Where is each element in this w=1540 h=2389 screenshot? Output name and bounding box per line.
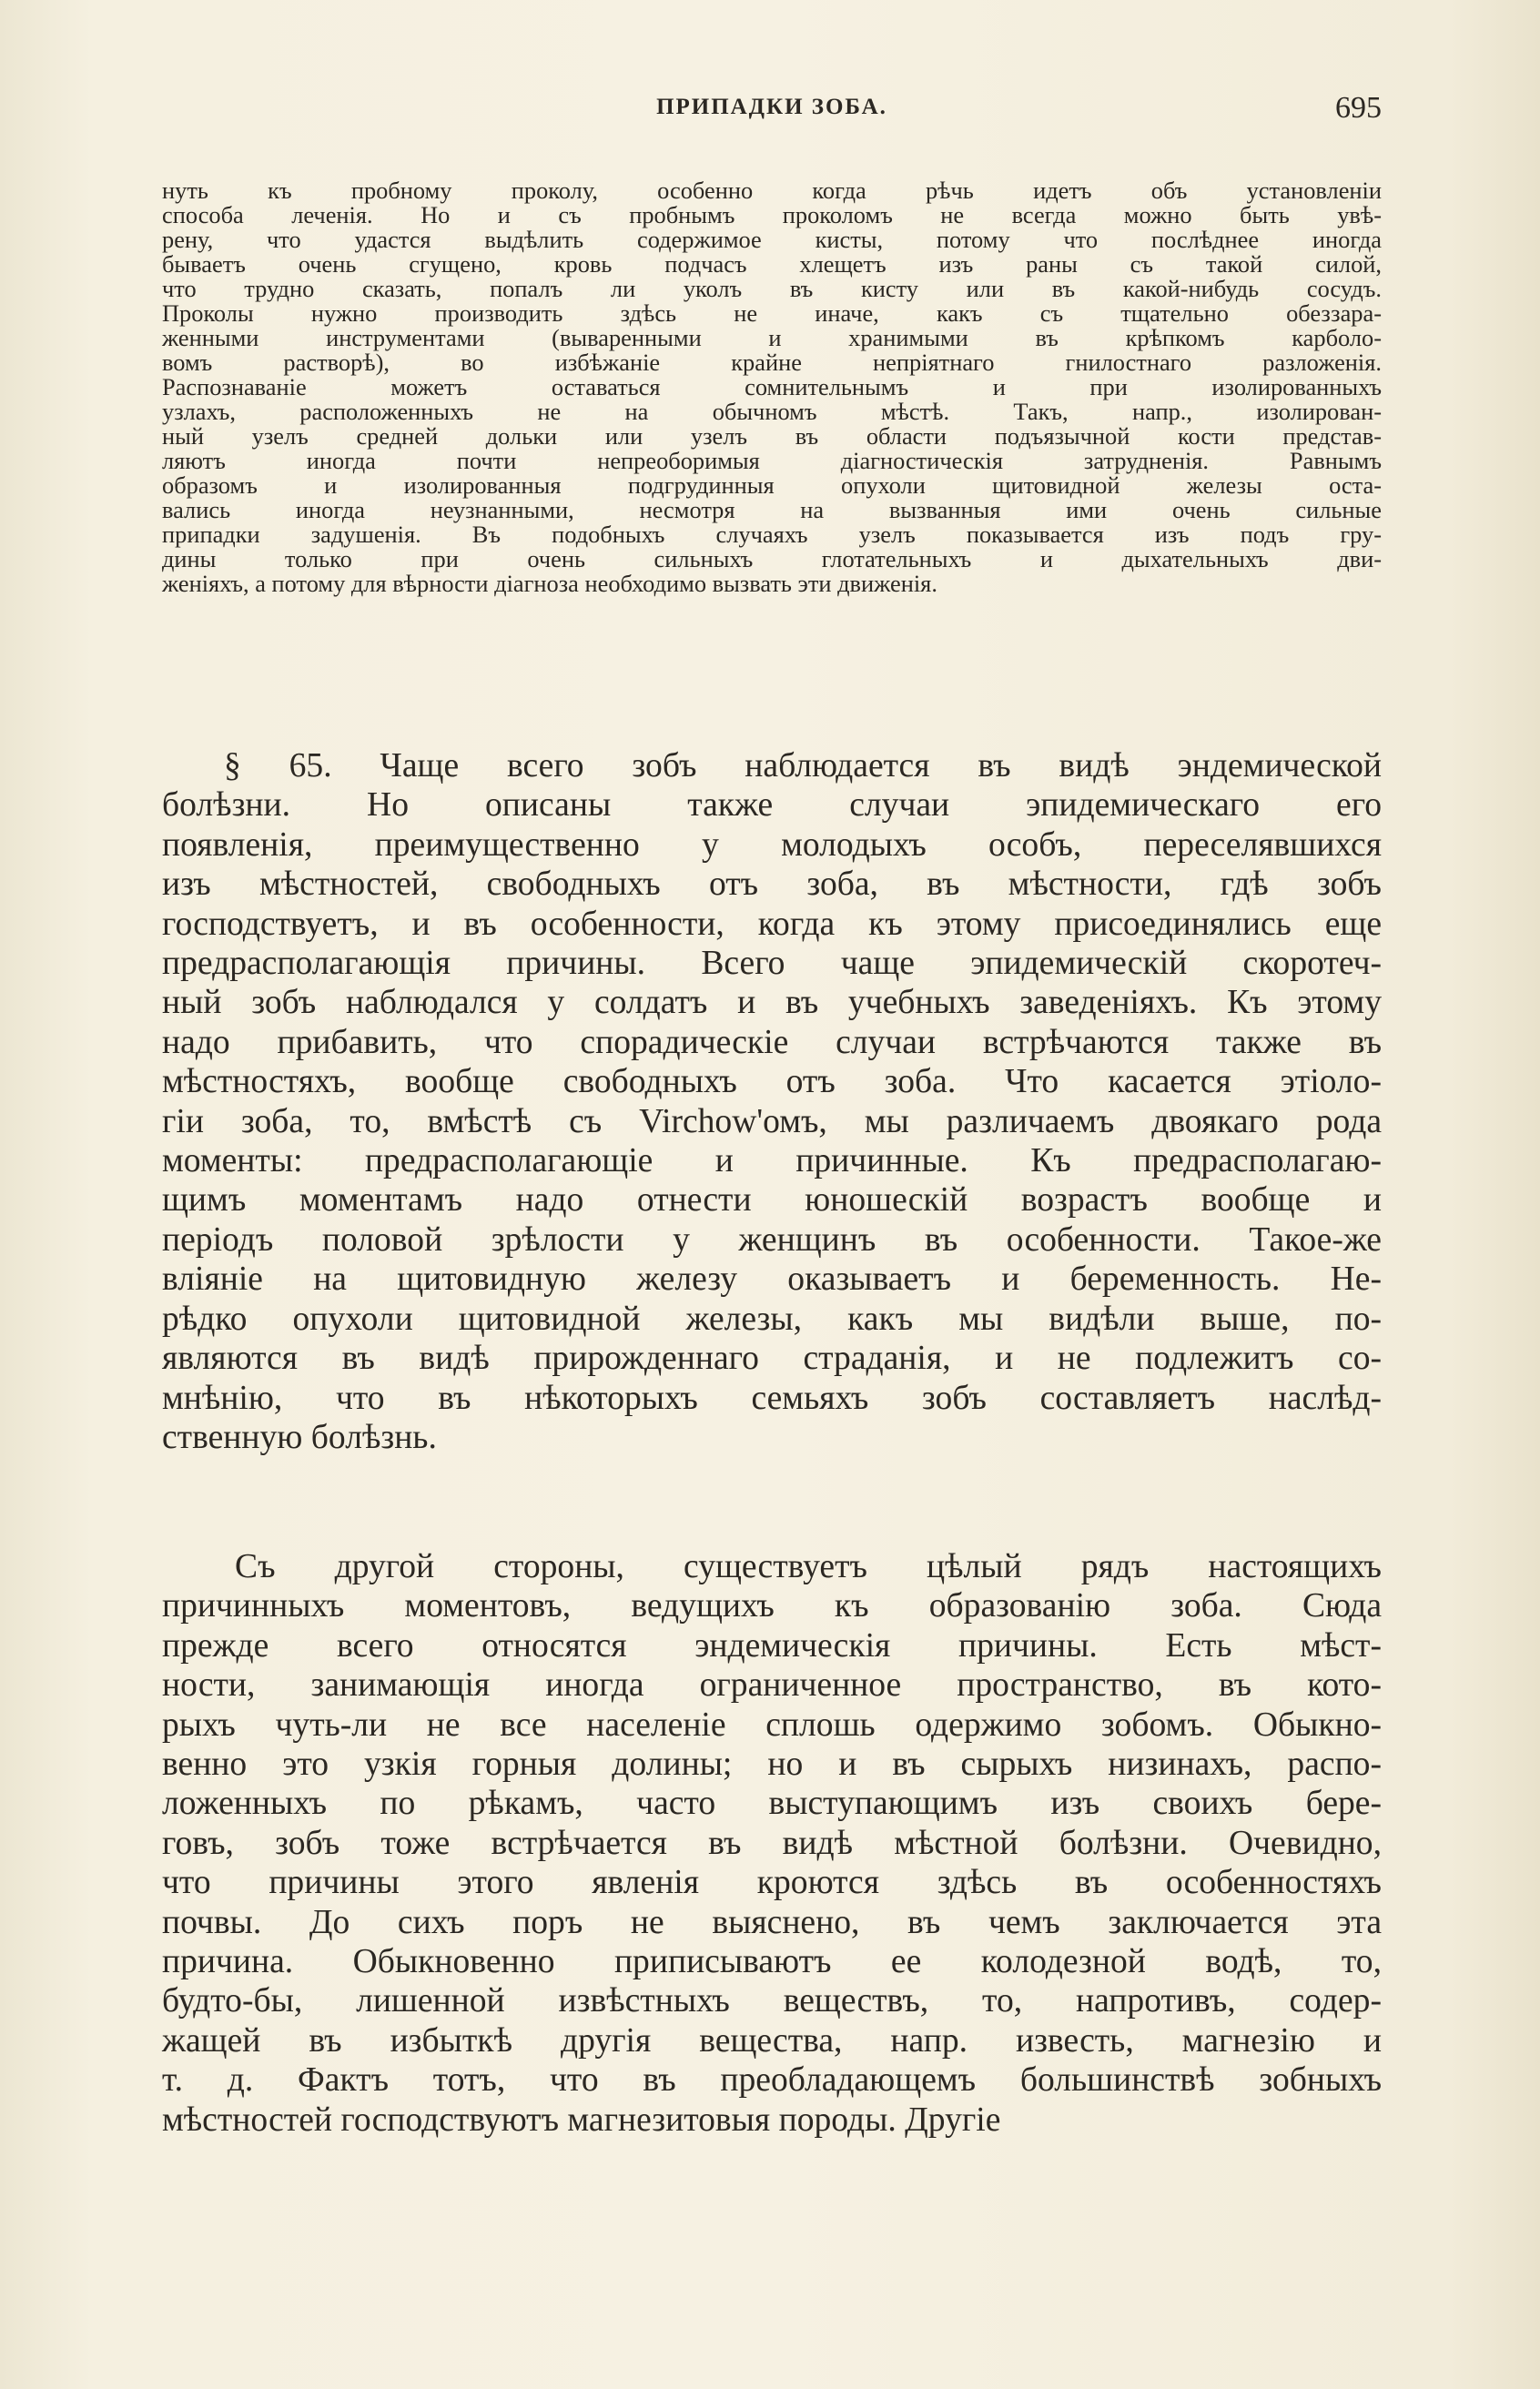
- text-line: что трудно сказать, попалъ ли уколъ въ кисту или въ какой-нибудь сосудъ.: [162, 275, 1382, 302]
- text-line: вліяніе на щитовидную железу оказываетъ и беременность. Не-: [162, 1260, 1382, 1299]
- text-line: бываетъ очень сгущено, кровь подчасъ хлещетъ изъ раны съ такой силой,: [162, 250, 1382, 278]
- text-line: ный узелъ средней дольки или узелъ въ области подъязычной кости представ-: [162, 422, 1382, 450]
- text-line: говъ, зобъ тоже встрѣчается въ видѣ мѣстной болѣзни. Очевидно,: [162, 1824, 1382, 1862]
- text-line: способа леченія. Но и съ пробнымъ проколомъ не всегда можно быть увѣ-: [162, 201, 1382, 228]
- text-line: рыхъ чуть-ли не все населеніе сплошь одержимо зобомъ. Обыкно-: [162, 1706, 1382, 1744]
- text-line: Проколы нужно производить здѣсь не иначе, какъ съ тщательно обеззара-: [162, 299, 1382, 327]
- text-line: ный зобъ наблюдался у солдатъ и въ учебныхъ заведеніяхъ. Къ этому: [162, 984, 1382, 1022]
- text-line: женіяхъ, а потому для вѣрности діагноза необходимо вызвать эти движенія.: [162, 570, 937, 597]
- small-print-paragraph: [162, 178, 1382, 596]
- text-line: ложенныхъ по рѣкамъ, часто выступающимъ изъ своихъ бере-: [162, 1785, 1382, 1823]
- text-line: являются въ видѣ прирожденнаго страданія, и не подлежитъ со-: [162, 1340, 1382, 1378]
- text-line: гіи зоба, то, вмѣстѣ съ Virchow'омъ, мы различаемъ двоякаго рода: [162, 1102, 1382, 1140]
- text-line: періодъ половой зрѣлости у женщинъ въ особенности. Такое-же: [162, 1220, 1382, 1259]
- text-line: женными инструментами (вываренными и хранимыми въ крѣпкомъ карболо-: [162, 324, 1382, 351]
- text-line: припадки задушенія. Въ подобныхъ случаяхъ узелъ показывается изъ подъ гру-: [162, 521, 1382, 548]
- running-title: ПРИПАДКИ ЗОБА.: [656, 95, 887, 119]
- text-line: нуть къ пробному проколу, особенно когда рѣчь идетъ объ установленіи: [162, 177, 1382, 204]
- text-line: что причины этого явленія кроются здѣсь въ особенностяхъ: [162, 1864, 1382, 1902]
- text-line: изъ мѣстностей, свободныхъ отъ зоба, въ мѣстности, гдѣ зобъ: [162, 866, 1382, 904]
- text-line: моменты: предрасполагающіе и причинные. Къ предрасполагаю-: [162, 1142, 1382, 1180]
- text-line: мнѣнію, что въ нѣкоторыхъ семьяхъ зобъ составляетъ наслѣд-: [162, 1379, 1382, 1417]
- text-line: рѣдко опухоли щитовидной железы, какъ мы видѣли выше, по-: [162, 1300, 1382, 1338]
- text-line: рену, что удастся выдѣлить содержимое кисты, потому что послѣднее иногда: [162, 226, 1382, 253]
- text-line: узлахъ, расположенныхъ не на обычномъ мѣстѣ. Такъ, напр., изолирован-: [162, 398, 1382, 425]
- text-line: появленія, преимущественно у молодыхъ особъ, переселявшихся: [162, 825, 1382, 864]
- text-line: т. д. Фактъ тотъ, что въ преобладающемъ большинствѣ зобныхъ: [162, 2061, 1382, 2100]
- text-line: причина. Обыкновенно приписываютъ ее колодезной водѣ, то,: [162, 1943, 1382, 1981]
- text-line: венно это узкія горныя долины; но и въ сырыхъ низинахъ, распо-: [162, 1746, 1382, 1784]
- text-line: образомъ и изолированныя подгрудинныя опухоли щитовидной железы оста-: [162, 471, 1382, 499]
- text-line: § 65. Чаще всего зобъ наблюдается въ видѣ эндемической: [224, 747, 1382, 785]
- text-line: жащей въ избыткѣ другія вещества, напр. известь, магнезію и: [162, 2021, 1382, 2060]
- text-line: предрасполагающія причины. Всего чаще эпидемическій скоротеч-: [162, 945, 1382, 983]
- text-line: почвы. До сихъ поръ не выяснено, въ чемъ заключается эта: [162, 1903, 1382, 1941]
- text-line: щимъ моментамъ надо отнести юношескій возрастъ вообще и: [162, 1181, 1382, 1220]
- page-header: [162, 91, 1382, 131]
- causes-paragraph: [162, 1547, 1382, 2140]
- text-line: господствуетъ, и въ особенности, когда къ этому присоединялись еще: [162, 905, 1382, 943]
- text-line: болѣзни. Но описаны также случаи эпидемическаго его: [162, 786, 1382, 825]
- text-line: ляютъ иногда почти непреоборимыя діагностическія затрудненія. Равнымъ: [162, 447, 1382, 474]
- text-line: вались иногда неузнанными, несмотря на вызванныя ими очень сильные: [162, 496, 1382, 523]
- section-65-paragraph: [162, 746, 1382, 1457]
- text-line: ственную болѣзнь.: [162, 1418, 437, 1456]
- text-line: дины только при очень сильныхъ глотательныхъ и дыхательныхъ дви-: [162, 545, 1382, 572]
- text-line: ности, занимающія иногда ограниченное пространство, въ кото-: [162, 1666, 1382, 1705]
- text-line: мѣстностей господствуютъ магнезитовыя породы. Другіе: [162, 2100, 1001, 2139]
- text-line: надо прибавить, что спорадическіе случаи встрѣчаются также въ: [162, 1023, 1382, 1061]
- text-line: мѣстностяхъ, вообще свободныхъ отъ зоба. Что касается этіоло-: [162, 1063, 1382, 1101]
- text-line: причинныхъ моментовъ, ведущихъ къ образованію зоба. Сюда: [162, 1587, 1382, 1625]
- text-line: Съ другой стороны, существуетъ цѣлый рядъ настоящихъ: [235, 1548, 1382, 1585]
- text-line: будто-бы, лишенной извѣстныхъ веществъ, то, напротивъ, содер-: [162, 1982, 1382, 2020]
- text-line: вомъ растворѣ), во избѣжаніе крайне непріятнаго гнилостнаго разложенія.: [162, 349, 1382, 376]
- text-line: прежде всего относятся эндемическія причины. Есть мѣст-: [162, 1626, 1382, 1665]
- page-number: 695: [1335, 91, 1382, 125]
- text-line: Распознаваніе можетъ оставаться сомнительнымъ и при изолированныхъ: [162, 373, 1382, 400]
